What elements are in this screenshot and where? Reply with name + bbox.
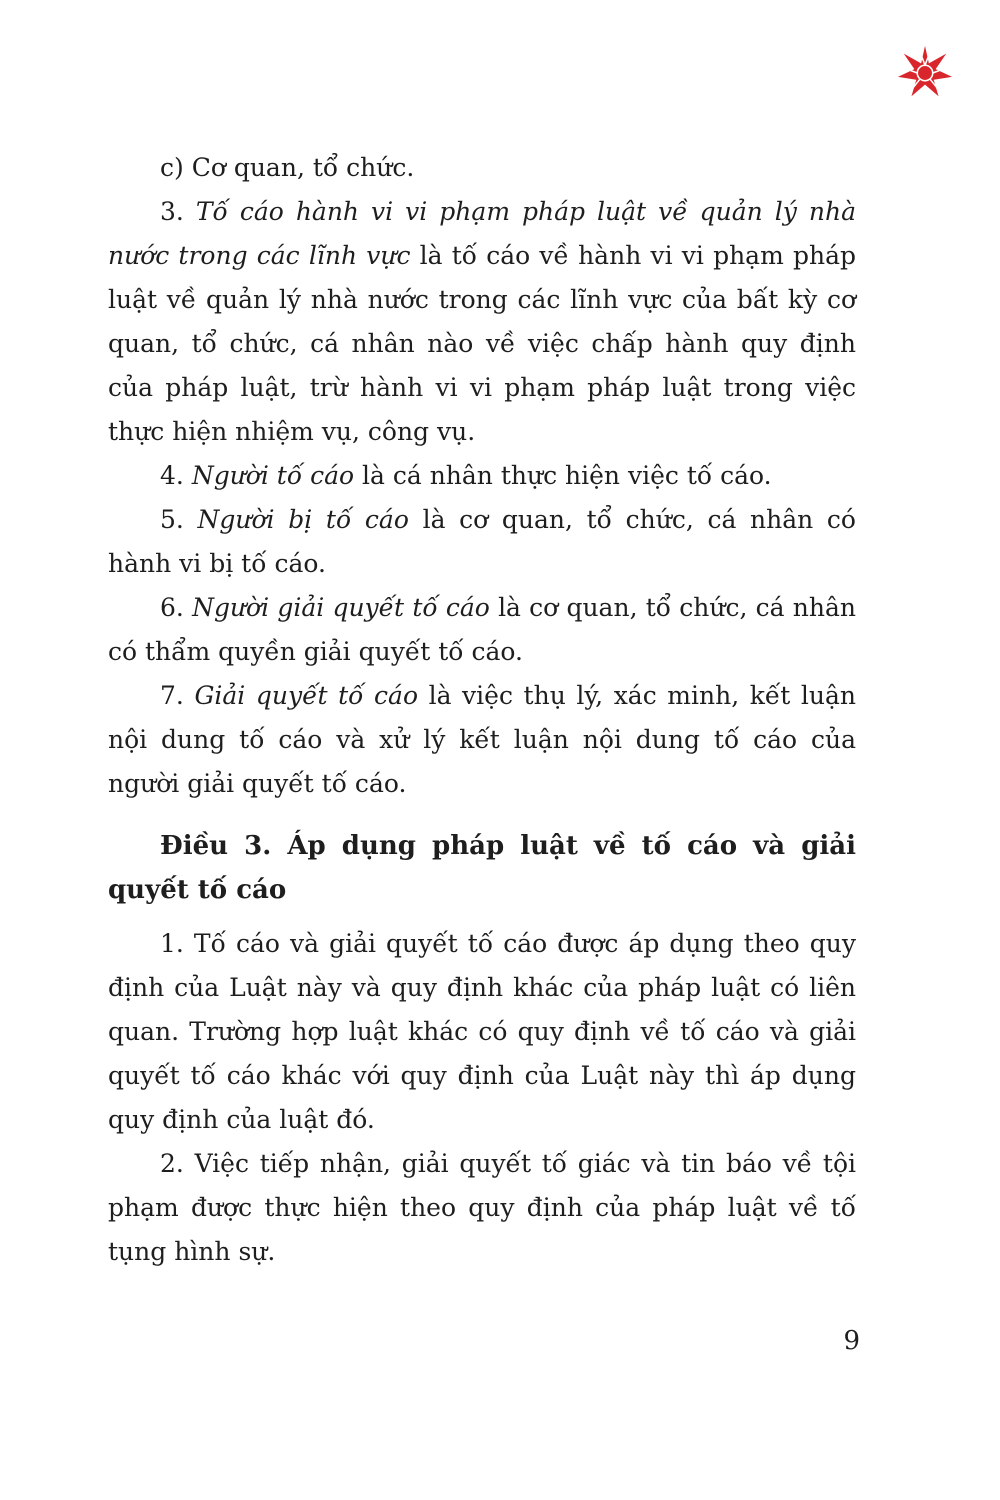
- article-paragraph-1: 1. Tố cáo và giải quyết tố cáo được áp dụng theo quy định của Luật này và quy định khác của pháp luật có liên quan. Trường hợp luật khác có quy định về tố cáo và giải quyết tố cáo khác với quy định của Luật này thì áp dụng quy định của luật đó.: [108, 929, 856, 1134]
- defined-term: Người bị tố cáo: [197, 505, 409, 534]
- paragraph-5: 5. Người bị tố cáo là cơ quan, tổ chức, cá nhân có hành vi bị tố cáo.: [108, 505, 856, 578]
- paragraph-6: 6. Người giải quyết tố cáo là cơ quan, tổ chức, cá nhân có thẩm quyền giải quyết tố cáo.: [108, 593, 856, 666]
- paragraph-c: c) Cơ quan, tổ chức.: [160, 153, 415, 182]
- paragraph-7: 7. Giải quyết tố cáo là việc thụ lý, xác minh, kết luận nội dung tố cáo và xử lý kết luận nội dung tố cáo của người giải quyết tố cáo.: [108, 681, 856, 798]
- defined-term: Giải quyết tố cáo: [194, 681, 418, 710]
- paragraph-3: 3. Tố cáo hành vi vi phạm pháp luật về quản lý nhà nước trong các lĩnh vực là tố cáo về hành vi vi phạm pháp luật về quản lý nhà nước trong các lĩnh vực của bất kỳ cơ quan, tổ chức, cá nhân nào về việc chấp hành quy định của pháp luật, trừ hành vi vi phạm pháp luật trong việc thực hiện nhiệm vụ, công vụ.: [108, 197, 856, 446]
- publisher-star-logo-icon: [896, 44, 954, 102]
- page-body: [108, 146, 856, 1274]
- page-number: 9: [843, 1326, 860, 1356]
- article-paragraph-2: 2. Việc tiếp nhận, giải quyết tố giác và tin báo về tội phạm được thực hiện theo quy định của pháp luật về tố tụng hình sự.: [108, 1149, 856, 1266]
- defined-term: Người tố cáo: [191, 461, 355, 490]
- article-heading: Điều 3. Áp dụng pháp luật về tố cáo và giải quyết tố cáo: [108, 831, 856, 905]
- defined-term: Tố cáo hành vi vi phạm pháp luật về quản lý nhà nước trong các lĩnh vực: [108, 197, 856, 270]
- paragraph-4: 4. Người tố cáo là cá nhân thực hiện việc tố cáo.: [160, 461, 772, 490]
- defined-term: Người giải quyết tố cáo: [192, 593, 490, 622]
